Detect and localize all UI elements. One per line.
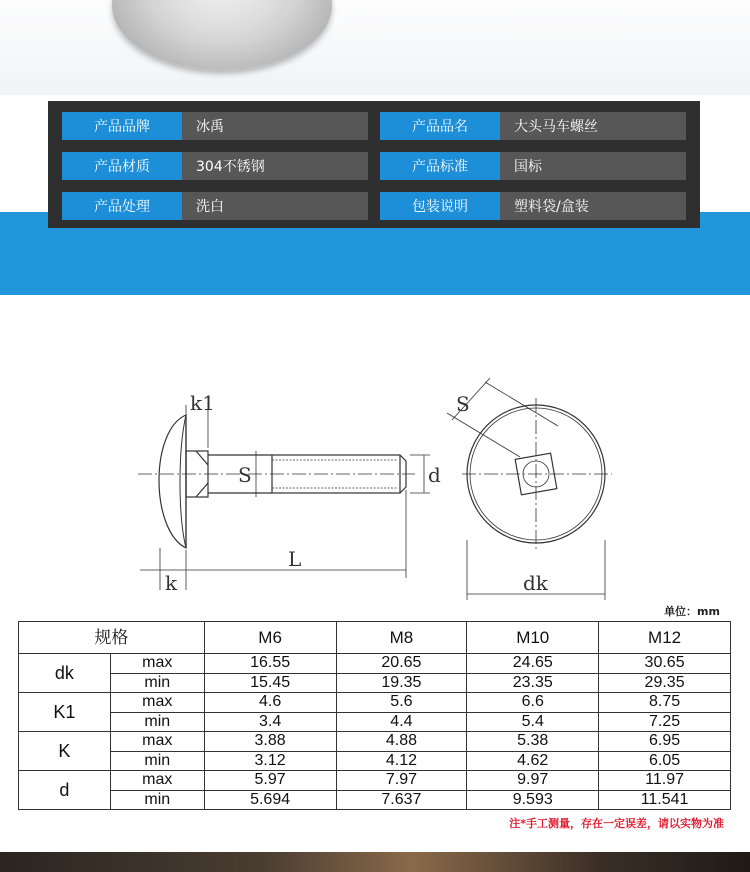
bound-label: max xyxy=(110,771,204,791)
table-cell: 5.97 xyxy=(204,771,336,791)
table-row xyxy=(19,751,731,771)
info-product-name xyxy=(380,112,686,140)
bolt-head-outline xyxy=(159,415,186,548)
table-cell: 7.97 xyxy=(336,771,467,791)
bound-label: max xyxy=(110,693,204,713)
measurement-footnote: 注*手工测量，存在一定误差，请以实物为准 xyxy=(509,817,724,830)
table-cell: 9.593 xyxy=(467,790,599,810)
table-header-row xyxy=(19,622,731,654)
table-cell: 20.65 xyxy=(336,654,467,674)
table-cell: 29.35 xyxy=(599,673,731,693)
table-cell: 5.4 xyxy=(467,712,599,732)
param-name: K1 xyxy=(19,693,111,732)
header-size: M8 xyxy=(336,622,467,654)
dim-label-k: k xyxy=(165,571,178,595)
table-cell: 9.97 xyxy=(467,771,599,791)
info-value: 国标 xyxy=(500,152,686,180)
table-cell: 7.637 xyxy=(336,790,467,810)
table-cell: 4.12 xyxy=(336,751,467,771)
product-photo-top xyxy=(0,0,750,95)
table-cell: 6.95 xyxy=(599,732,731,752)
info-brand xyxy=(62,112,368,140)
table-row xyxy=(19,732,731,752)
table-cell: 24.65 xyxy=(467,654,599,674)
bound-label: min xyxy=(110,673,204,693)
info-value: 洗白 xyxy=(182,192,368,220)
info-treatment xyxy=(62,192,368,220)
info-standard xyxy=(380,152,686,180)
dim-label-s-end: S xyxy=(456,392,470,416)
table-cell: 30.65 xyxy=(599,654,731,674)
bound-label: max xyxy=(110,654,204,674)
info-label: 产品品名 xyxy=(380,112,500,140)
info-material xyxy=(62,152,368,180)
table-row xyxy=(19,654,731,674)
table-cell: 7.25 xyxy=(599,712,731,732)
table-cell: 4.88 xyxy=(336,732,467,752)
header-size: M10 xyxy=(467,622,599,654)
bound-label: min xyxy=(110,790,204,810)
info-label: 产品处理 xyxy=(62,192,182,220)
bound-label: min xyxy=(110,751,204,771)
info-value: 塑料袋/盒装 xyxy=(500,192,686,220)
table-cell: 4.62 xyxy=(467,751,599,771)
header-size: M6 xyxy=(204,622,336,654)
info-label: 产品品牌 xyxy=(62,112,182,140)
param-name: dk xyxy=(19,654,111,693)
table-cell: 5.6 xyxy=(336,693,467,713)
header-spec: 规格 xyxy=(19,622,205,654)
table-cell: 3.4 xyxy=(204,712,336,732)
table-cell: 4.6 xyxy=(204,693,336,713)
carriage-bolt-drawing xyxy=(0,360,750,615)
info-label: 产品标准 xyxy=(380,152,500,180)
unit-note: 单位：mm xyxy=(664,605,720,618)
table-cell: 5.38 xyxy=(467,732,599,752)
table-cell: 3.88 xyxy=(204,732,336,752)
table-cell: 16.55 xyxy=(204,654,336,674)
bolt-head-image xyxy=(112,0,332,70)
table-row xyxy=(19,673,731,693)
table-row xyxy=(19,790,731,810)
table-cell: 11.541 xyxy=(599,790,731,810)
table-cell: 19.35 xyxy=(336,673,467,693)
spec-table xyxy=(18,621,731,810)
table-row xyxy=(19,693,731,713)
product-info-panel xyxy=(48,101,700,228)
info-value: 大头马车螺丝 xyxy=(500,112,686,140)
header-size: M12 xyxy=(599,622,731,654)
dim-label-L: L xyxy=(288,547,302,571)
table-row xyxy=(19,712,731,732)
table-cell: 6.6 xyxy=(467,693,599,713)
table-cell: 15.45 xyxy=(204,673,336,693)
dim-label-d: d xyxy=(428,463,441,487)
param-name: K xyxy=(19,732,111,771)
dim-label-dk: dk xyxy=(523,571,548,595)
table-row xyxy=(19,771,731,791)
table-cell: 8.75 xyxy=(599,693,731,713)
param-name: d xyxy=(19,771,111,810)
dim-label-k1: k1 xyxy=(190,391,215,415)
dim-label-s-side: S xyxy=(238,463,252,487)
table-cell: 23.35 xyxy=(467,673,599,693)
table-cell: 4.4 xyxy=(336,712,467,732)
info-value: 304不锈钢 xyxy=(182,152,368,180)
info-label: 包装说明 xyxy=(380,192,500,220)
info-value: 冰禹 xyxy=(182,112,368,140)
product-photo-bottom xyxy=(0,852,750,872)
info-label: 产品材质 xyxy=(62,152,182,180)
table-cell: 6.05 xyxy=(599,751,731,771)
bound-label: min xyxy=(110,712,204,732)
table-cell: 5.694 xyxy=(204,790,336,810)
table-cell: 3.12 xyxy=(204,751,336,771)
table-cell: 11.97 xyxy=(599,771,731,791)
info-packaging xyxy=(380,192,686,220)
bound-label: max xyxy=(110,732,204,752)
